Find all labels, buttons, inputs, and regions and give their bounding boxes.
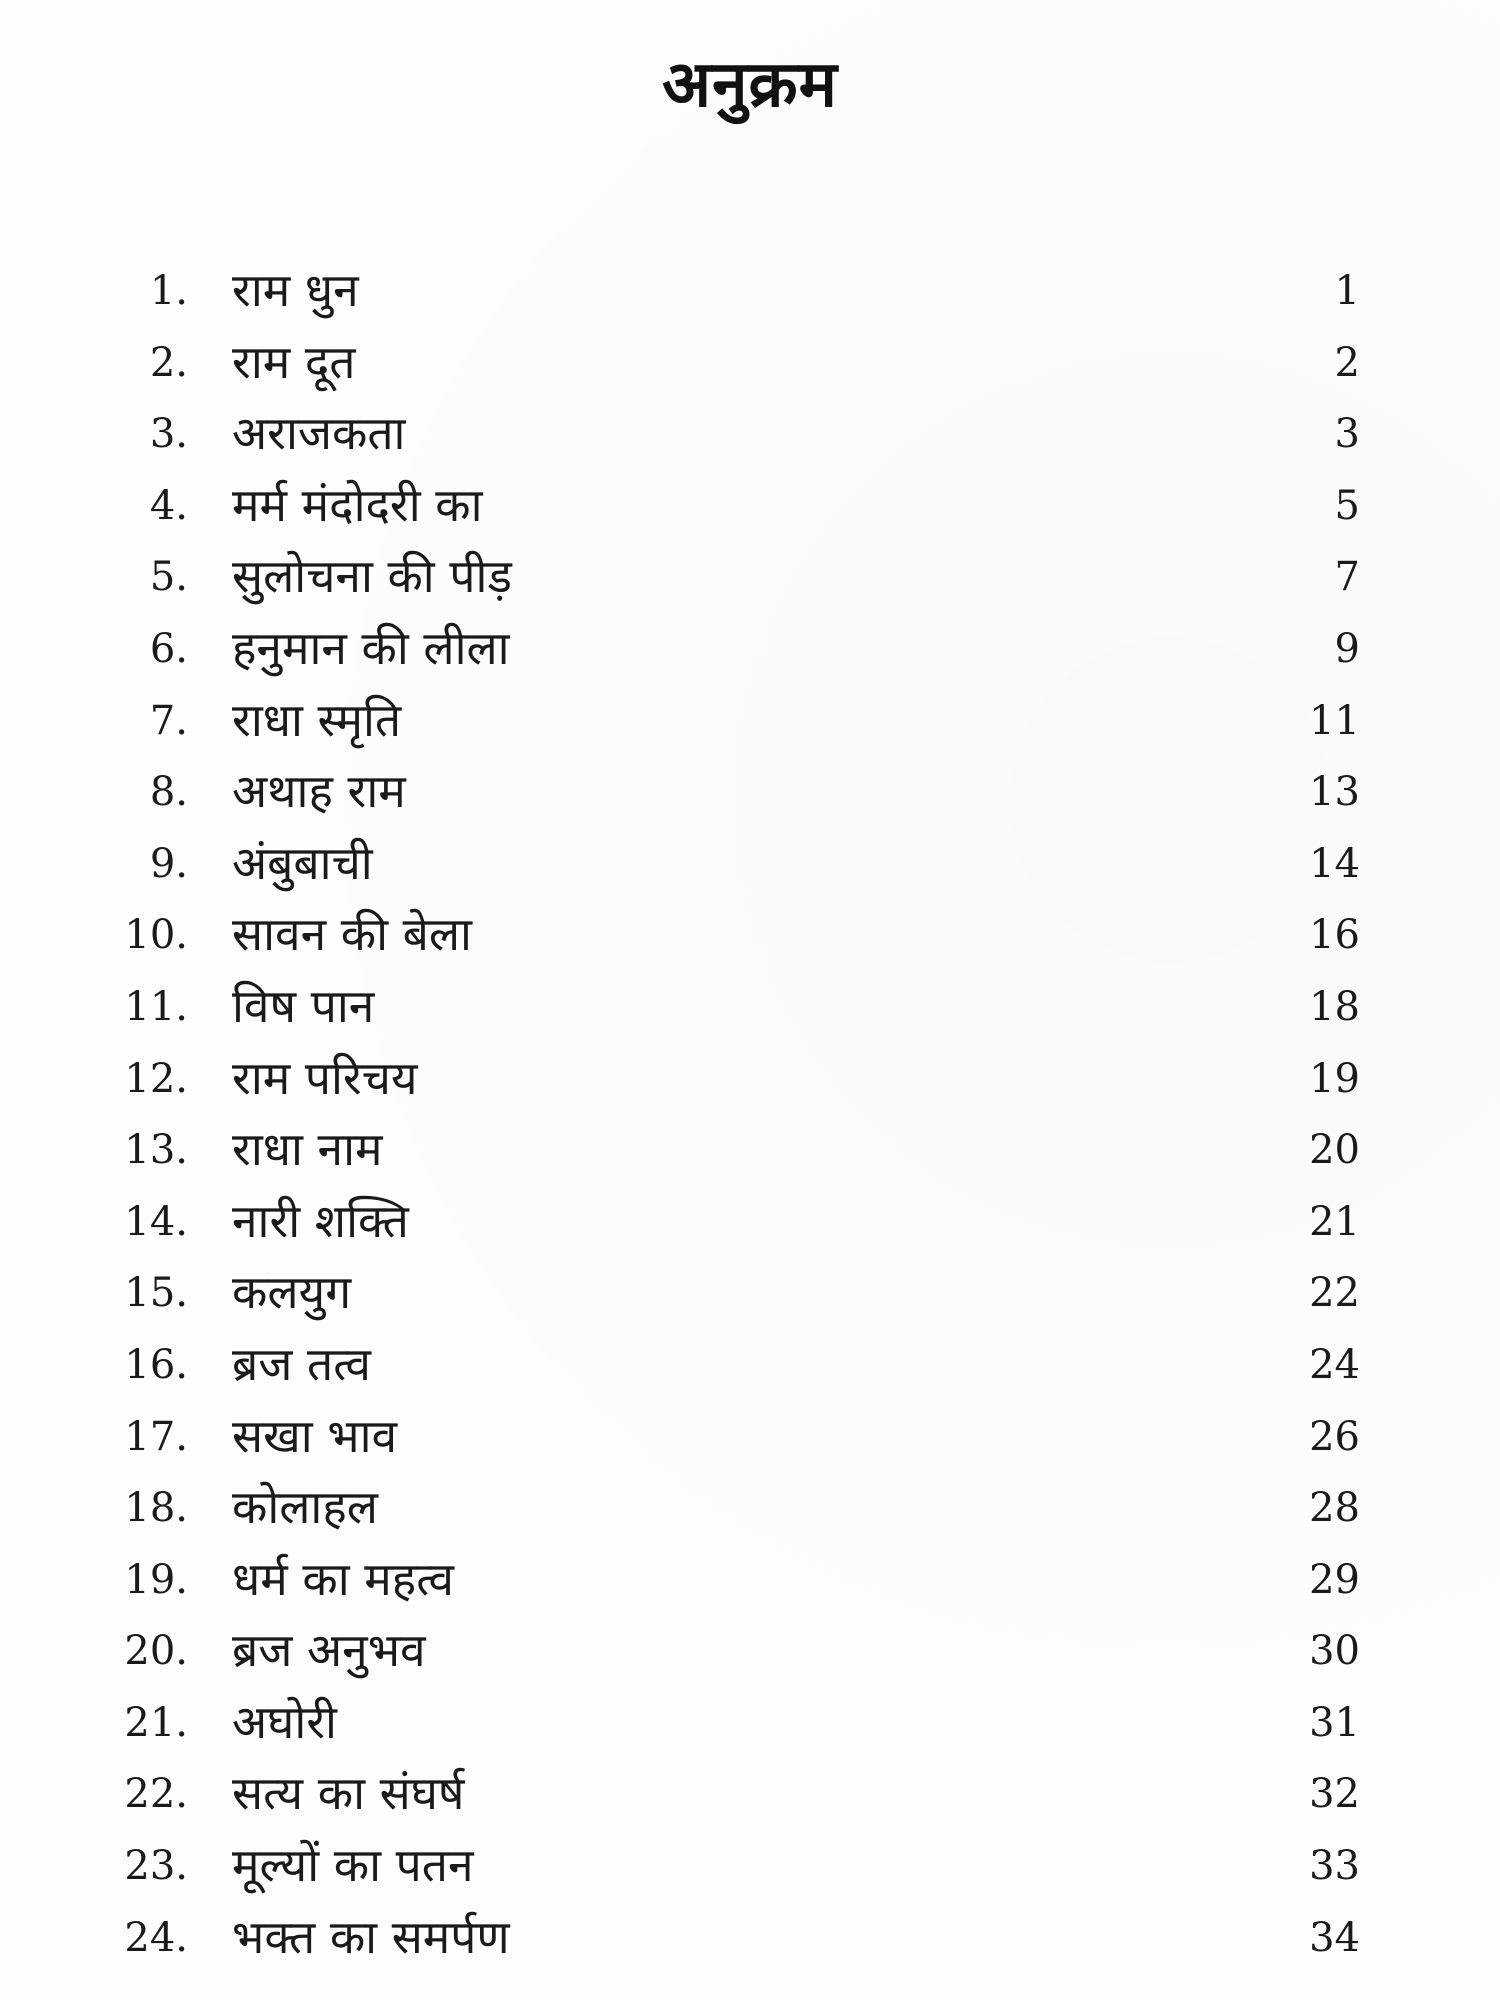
toc-entry [0, 1903, 1500, 1975]
toc-entry-title: अंबुबाची [232, 835, 373, 890]
toc-entry [0, 1545, 1500, 1617]
toc-entry-number: 15. [124, 1270, 188, 1317]
toc-entry [0, 256, 1500, 328]
toc-entry-title: राम धुन [232, 263, 359, 317]
toc-entry [0, 829, 1500, 901]
toc-entry-page-number: 14 [1309, 840, 1360, 887]
toc-entry-number: 22. [124, 1771, 188, 1818]
toc-entry-number: 1. [149, 268, 188, 314]
toc-entry-number: 14. [124, 1198, 188, 1245]
toc-entry [0, 542, 1500, 614]
toc-entry-page-number: 11 [1309, 697, 1360, 744]
toc-entry [0, 1759, 1500, 1831]
toc-entry [0, 1402, 1500, 1474]
toc-entry-title: अथाह राम [232, 764, 406, 819]
toc-entry-page-number: 18 [1309, 983, 1360, 1030]
toc-entry-page-number: 13 [1309, 769, 1360, 816]
toc-entry-page-number: 3 [1334, 411, 1360, 458]
toc-entry-page-number: 5 [1334, 482, 1360, 529]
page-title: अनुक्रम [662, 48, 838, 122]
toc-entry-title: अराजकता [232, 406, 406, 461]
toc-entry [0, 757, 1500, 829]
toc-entry [0, 471, 1500, 543]
toc-entry [0, 1473, 1500, 1545]
toc-entry-page-number: 33 [1309, 1843, 1360, 1890]
toc-entry-title: भक्त का समर्पण [232, 1909, 510, 1964]
toc-entry-page-number: 24 [1309, 1341, 1360, 1388]
toc-entry-number: 7. [149, 697, 188, 744]
toc-entry-title: ब्रज अनुभव [232, 1623, 426, 1678]
toc-entry [0, 686, 1500, 758]
toc-entry-page-number: 26 [1309, 1413, 1360, 1460]
toc-entry-title: अघोरी [232, 1694, 337, 1749]
toc-entry-number: 16. [124, 1341, 188, 1388]
toc-entry-number: 23. [124, 1843, 188, 1890]
toc-entry [0, 972, 1500, 1044]
toc-entry-number: 24. [124, 1914, 188, 1961]
toc-entry-page-number: 19 [1309, 1055, 1360, 1102]
toc-entry-title: राम परिचय [232, 1050, 418, 1105]
toc-entry-number: 21. [124, 1699, 188, 1746]
toc-entry [0, 1187, 1500, 1259]
toc-entry [0, 399, 1500, 471]
toc-entry-title: सत्य का संघर्ष [232, 1766, 465, 1821]
toc-entry-title: कोलाहल [232, 1480, 378, 1535]
toc-entry-page-number: 22 [1309, 1270, 1360, 1317]
toc-entry-number: 19. [124, 1556, 188, 1603]
toc-entry-page-number: 30 [1309, 1628, 1360, 1675]
toc-entry-number: 2. [149, 339, 188, 386]
toc-entry-title: सुलोचना की पीड़ [232, 549, 512, 604]
toc-entry [0, 328, 1500, 400]
toc-entry-number: 10. [124, 912, 188, 959]
toc-entry [0, 1115, 1500, 1187]
toc-entry-page-number: 21 [1309, 1198, 1360, 1245]
toc-entry-number: 12. [124, 1055, 188, 1102]
toc-entry-title: मर्म मंदोदरी का [232, 477, 483, 532]
toc-entry-page-number: 1 [1334, 268, 1360, 314]
toc-entry-page-number: 16 [1309, 912, 1360, 959]
toc-entry-title: कलयुग [232, 1265, 352, 1320]
toc-entry-number: 17. [124, 1413, 188, 1460]
toc-entry-title: राम दूत [232, 334, 356, 389]
toc-entry [0, 1330, 1500, 1402]
toc-entry-title: धर्म का महत्व [232, 1551, 454, 1606]
toc-entry-title: सावन की बेला [232, 907, 472, 962]
toc-entry-page-number: 32 [1309, 1771, 1360, 1818]
toc-entry-number: 20. [124, 1628, 188, 1675]
toc-entry-number: 11. [124, 983, 188, 1030]
toc-entry-page-number: 7 [1334, 554, 1360, 601]
toc-entry [0, 900, 1500, 972]
toc-entry [0, 1616, 1500, 1688]
toc-entry-page-number: 31 [1309, 1699, 1360, 1746]
toc-entry-number: 9. [149, 840, 188, 887]
toc-entry-title: ब्रज तत्व [232, 1336, 372, 1391]
toc-entry-page-number: 29 [1309, 1556, 1360, 1603]
toc-entry-title: राधा नाम [232, 1122, 383, 1177]
toc-entry-number: 6. [149, 625, 188, 672]
toc-entry [0, 1258, 1500, 1330]
toc-entry-title: मूल्यों का पतन [232, 1838, 474, 1893]
toc-entry-number: 3. [149, 411, 188, 458]
toc-entry-page-number: 2 [1334, 339, 1360, 386]
toc-entry-page-number: 28 [1309, 1485, 1360, 1532]
toc-entry-number: 13. [124, 1127, 188, 1174]
toc-entry-title: सखा भाव [232, 1408, 398, 1463]
toc-entry-title: राधा स्मृति [232, 692, 402, 747]
toc-entry-title: विष पान [232, 978, 375, 1033]
toc-entry-page-number: 34 [1309, 1914, 1360, 1961]
toc-entry-page-number: 9 [1334, 625, 1360, 672]
toc-entry-number: 5. [149, 554, 188, 601]
toc-entry-title: नारी शक्ति [232, 1193, 409, 1248]
toc-entry [0, 614, 1500, 686]
toc-entry-number: 8. [149, 769, 188, 816]
toc-entry-page-number: 20 [1309, 1127, 1360, 1174]
toc-entry-title: हनुमान की लीला [232, 620, 510, 675]
toc-entry-number: 18. [124, 1485, 188, 1532]
toc-entry [0, 1044, 1500, 1116]
toc-entry-number: 4. [149, 482, 188, 529]
toc-entry [0, 1688, 1500, 1760]
table-of-contents [0, 256, 1500, 1974]
toc-entry [0, 1831, 1500, 1903]
